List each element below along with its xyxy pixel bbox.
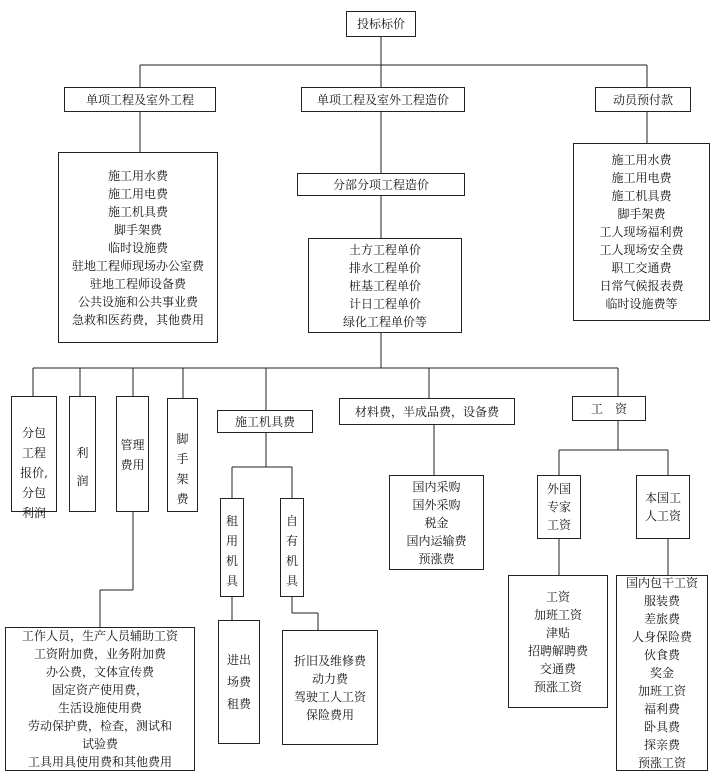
node-single-project-cost: 单项工程及室外工程造价 [301, 87, 465, 112]
root-node: 投标标价 [346, 11, 416, 37]
node-equipment: 施工机具费 [217, 410, 313, 433]
node-materials: 材料费，半成品费，设备费 [339, 398, 515, 425]
node-management: 管理 费用 [116, 396, 149, 512]
node-scaffold: 脚 手 架 费 [167, 398, 198, 512]
node-profit: 利 润 [69, 396, 96, 512]
management-detail-list: 工作人员，生产人员辅助工资 工资附加费，业务附加费 办公费，文体宣传费 固定资产使用费， 生活设施使用费 劳动保护费，检查，测试和 试验费 工具用具使用费和其他费用 [5, 627, 195, 771]
left-cost-list: 施工用水费 施工用电费 施工机具费 脚手架费 临时设施费 驻地工程师现场办公室费 驻地工程师设备费 公共设施和公共事业费 急救和医药费，其他费用 [58, 152, 218, 343]
domestic-wages-detail-list: 国内包干工资 服装费 差旅费 人身保险费 伙食费 奖金 加班工资 福利费 卧具费 探亲费 预涨工资 [616, 575, 708, 771]
node-single-project: 单项工程及室外工程 [64, 87, 216, 112]
own-detail-list: 折旧及维修费 动力费 驾驶工人工资 保险费用 [282, 630, 378, 745]
unit-price-list: 土方工程单价 排水工程单价 桩基工程单价 计日工程单价 绿化工程单价等 [308, 238, 462, 333]
rent-detail-list: 进出 场费 租费 [218, 620, 260, 744]
node-advance-payment: 动员预付款 [595, 87, 691, 112]
foreign-wages-detail-list: 工资 加班工资 津贴 招聘解聘费 交通费 预涨工资 [508, 575, 608, 708]
node-wages: 工 资 [572, 396, 646, 421]
node-subproject-cost: 分部分项工程造价 [297, 173, 465, 196]
node-domestic-wages: 本国工 人工资 [636, 475, 690, 539]
node-subcontract: 分包 工程 报价, 分包 利润 [11, 396, 57, 512]
materials-detail-list: 国内采购 国外采购 税金 国内运输费 预涨费 [389, 475, 484, 570]
node-foreign-wages: 外国 专家 工资 [537, 475, 581, 539]
node-rented-equipment: 租 用 机 具 [220, 498, 244, 597]
node-own-equipment: 自 有 机 具 [280, 498, 304, 597]
right-cost-list: 施工用水费 施工用电费 施工机具费 脚手架费 工人现场福利费 工人现场安全费 职工交通费 日常气候报表费 临时设施费等 [573, 143, 710, 321]
